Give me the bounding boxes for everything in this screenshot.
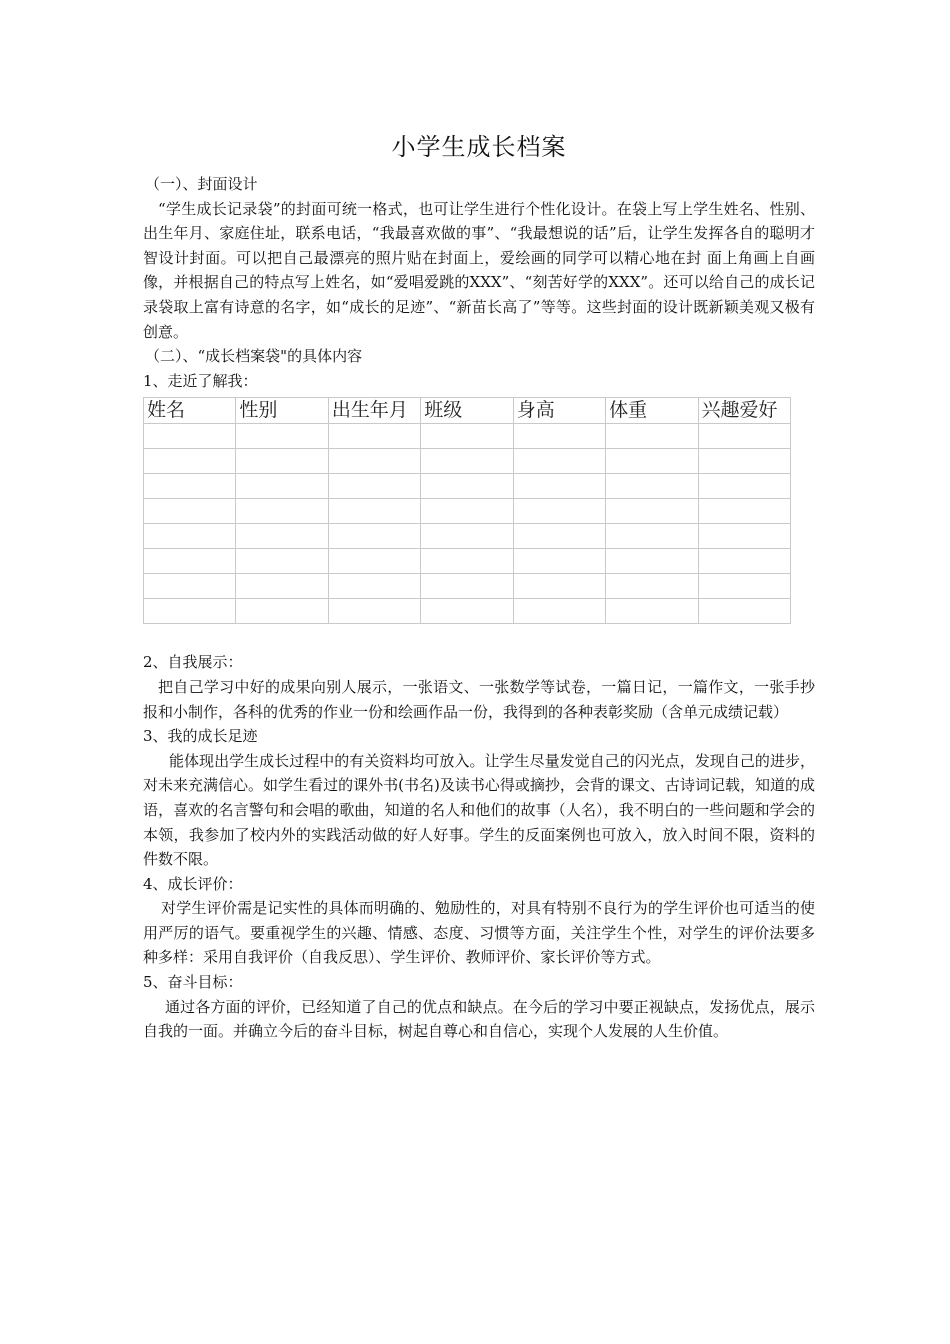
table-cell <box>144 599 236 624</box>
table-cell <box>698 524 790 549</box>
table-row <box>144 474 791 499</box>
table-cell <box>236 574 328 599</box>
table-header-cell: 姓名 <box>144 398 236 424</box>
table-cell <box>328 449 420 474</box>
table-header-cell: 班级 <box>421 398 513 424</box>
item1-heading: 1、走近了解我： <box>143 371 258 390</box>
item2-heading: 2、自我展示： <box>143 653 243 672</box>
table-cell <box>606 549 698 574</box>
table-cell <box>606 524 698 549</box>
table-cell <box>606 499 698 524</box>
item2-paragraph: 把自己学习中好的成果向别人展示，一张语文、一张数学等试卷，一篇日记，一篇作文，一张手抄报和小制作，各科的优秀的作业一份和绘画作品一份，我得到的各种表彰奖励（含单元成绩记载） <box>143 677 815 721</box>
table-cell <box>513 524 605 549</box>
table-cell <box>606 574 698 599</box>
table-cell <box>236 474 328 499</box>
table-cell <box>236 549 328 574</box>
table-cell <box>698 574 790 599</box>
table-cell <box>144 499 236 524</box>
table-header-cell: 出生年月 <box>328 398 420 424</box>
table-cell <box>698 549 790 574</box>
table-cell <box>421 499 513 524</box>
table-cell <box>236 599 328 624</box>
table-cell <box>328 524 420 549</box>
table-row <box>144 549 791 574</box>
item5-paragraph: 通过各方面的评价，已经知道了自己的优点和缺点。在今后的学习中要正视缺点，发扬优点，展示自我的一面。并确立今后的奋斗目标，树起自尊心和自信心，实现个人发展的人生价值。 <box>143 997 815 1041</box>
item4-heading: 4、成长评价： <box>143 874 243 893</box>
item3-paragraph: 能体现出学生成长过程中的有关资料均可放入。让学生尽量发觉自己的闪光点，发现自己的进步，对未来充满信心。如学生看过的课外书(书名)及读书心得或摘抄，会背的课文、古诗词记载，知道的成语，喜欢的名言警句和会唱的歌曲，知道的名人和他们的故事（人名），我不明白的一些问题和学会的本领，我参加了校内外的实践活动做的好人好事。学生的反面案例也可放入，放入时间不限，资料的件数不限。 <box>143 751 815 869</box>
table-cell <box>236 524 328 549</box>
table-cell <box>606 449 698 474</box>
table-cell <box>513 574 605 599</box>
table-cell <box>144 424 236 449</box>
table-cell <box>698 499 790 524</box>
table-cell <box>698 424 790 449</box>
table-cell <box>236 424 328 449</box>
table-cell <box>328 474 420 499</box>
section1-paragraph: “学生成长记录袋”的封面可统一格式，也可让学生进行个性化设计。在袋上写上学生姓名、性别、出生年月、家庭住址，联系电话，“我最喜欢做的事”、“我最想说的话”后，让学生发挥各自的聪明才智设计封面。可以把自己最漂亮的照片贴在封面上，爱绘画的同学可以精心地在封 面上角画上自画像，并根据自己的特点写上姓名，如“爱唱爱跳的XXX”、“刻苦好学的XXX”。还可以给自己的成长记录袋取上富有诗意的名字，如“成长的足迹”、“新苗长高了”等等。这些封面的设计既新颖美观又极有创意。 <box>143 199 815 341</box>
item4-paragraph: 对学生评价需是记实性的具体而明确的、勉励性的，对具有特别不良行为的学生评价也可适当的使用严厉的语气。要重视学生的兴趣、情感、态度、习惯等方面，关注学生个性，对学生的评价法要多种多样：采用自我评价（自我反思）、学生评价、教师评价、家长评价等方式。 <box>143 899 815 967</box>
table-cell <box>513 499 605 524</box>
item5-heading: 5、奋斗目标： <box>143 973 243 992</box>
table-cell <box>698 599 790 624</box>
table-cell <box>421 574 513 599</box>
section2-heading: （二）、“成长档案袋"的具体内容 <box>145 347 363 366</box>
profile-table <box>143 397 791 624</box>
table-cell <box>328 424 420 449</box>
table-header-row <box>144 398 791 424</box>
table-cell <box>328 499 420 524</box>
table-cell <box>513 599 605 624</box>
table-cell <box>144 524 236 549</box>
table-cell <box>606 424 698 449</box>
table-row <box>144 424 791 449</box>
table-cell <box>328 549 420 574</box>
document-page <box>143 130 815 1044</box>
table-cell <box>144 549 236 574</box>
table-cell <box>513 424 605 449</box>
table-row <box>144 499 791 524</box>
table-cell <box>513 549 605 574</box>
table-cell <box>421 449 513 474</box>
table-cell <box>328 574 420 599</box>
table-row <box>144 599 791 624</box>
section1-heading: （一）、封面设计 <box>145 175 258 193</box>
table-cell <box>513 449 605 474</box>
page-title: 小学生成长档案 <box>391 133 567 161</box>
table-cell <box>698 474 790 499</box>
table-cell <box>328 599 420 624</box>
table-header-cell: 身高 <box>513 398 605 424</box>
table-cell <box>421 549 513 574</box>
table-header-cell: 兴趣爱好 <box>698 398 790 424</box>
table-cell <box>144 449 236 474</box>
table-cell <box>606 599 698 624</box>
table-row <box>144 524 791 549</box>
table-cell <box>144 474 236 499</box>
table-header-cell: 性别 <box>236 398 328 424</box>
table-cell <box>698 449 790 474</box>
table-cell <box>236 449 328 474</box>
table-row <box>144 574 791 599</box>
table-header-cell: 体重 <box>606 398 698 424</box>
table-cell <box>606 474 698 499</box>
table-cell <box>421 524 513 549</box>
table-row <box>144 449 791 474</box>
table-cell <box>236 499 328 524</box>
item3-heading: 3、我的成长足迹 <box>143 727 258 746</box>
table-body <box>144 424 791 624</box>
table-cell <box>421 424 513 449</box>
table-cell <box>421 474 513 499</box>
table-cell <box>144 574 236 599</box>
table-cell <box>513 474 605 499</box>
table-cell <box>421 599 513 624</box>
